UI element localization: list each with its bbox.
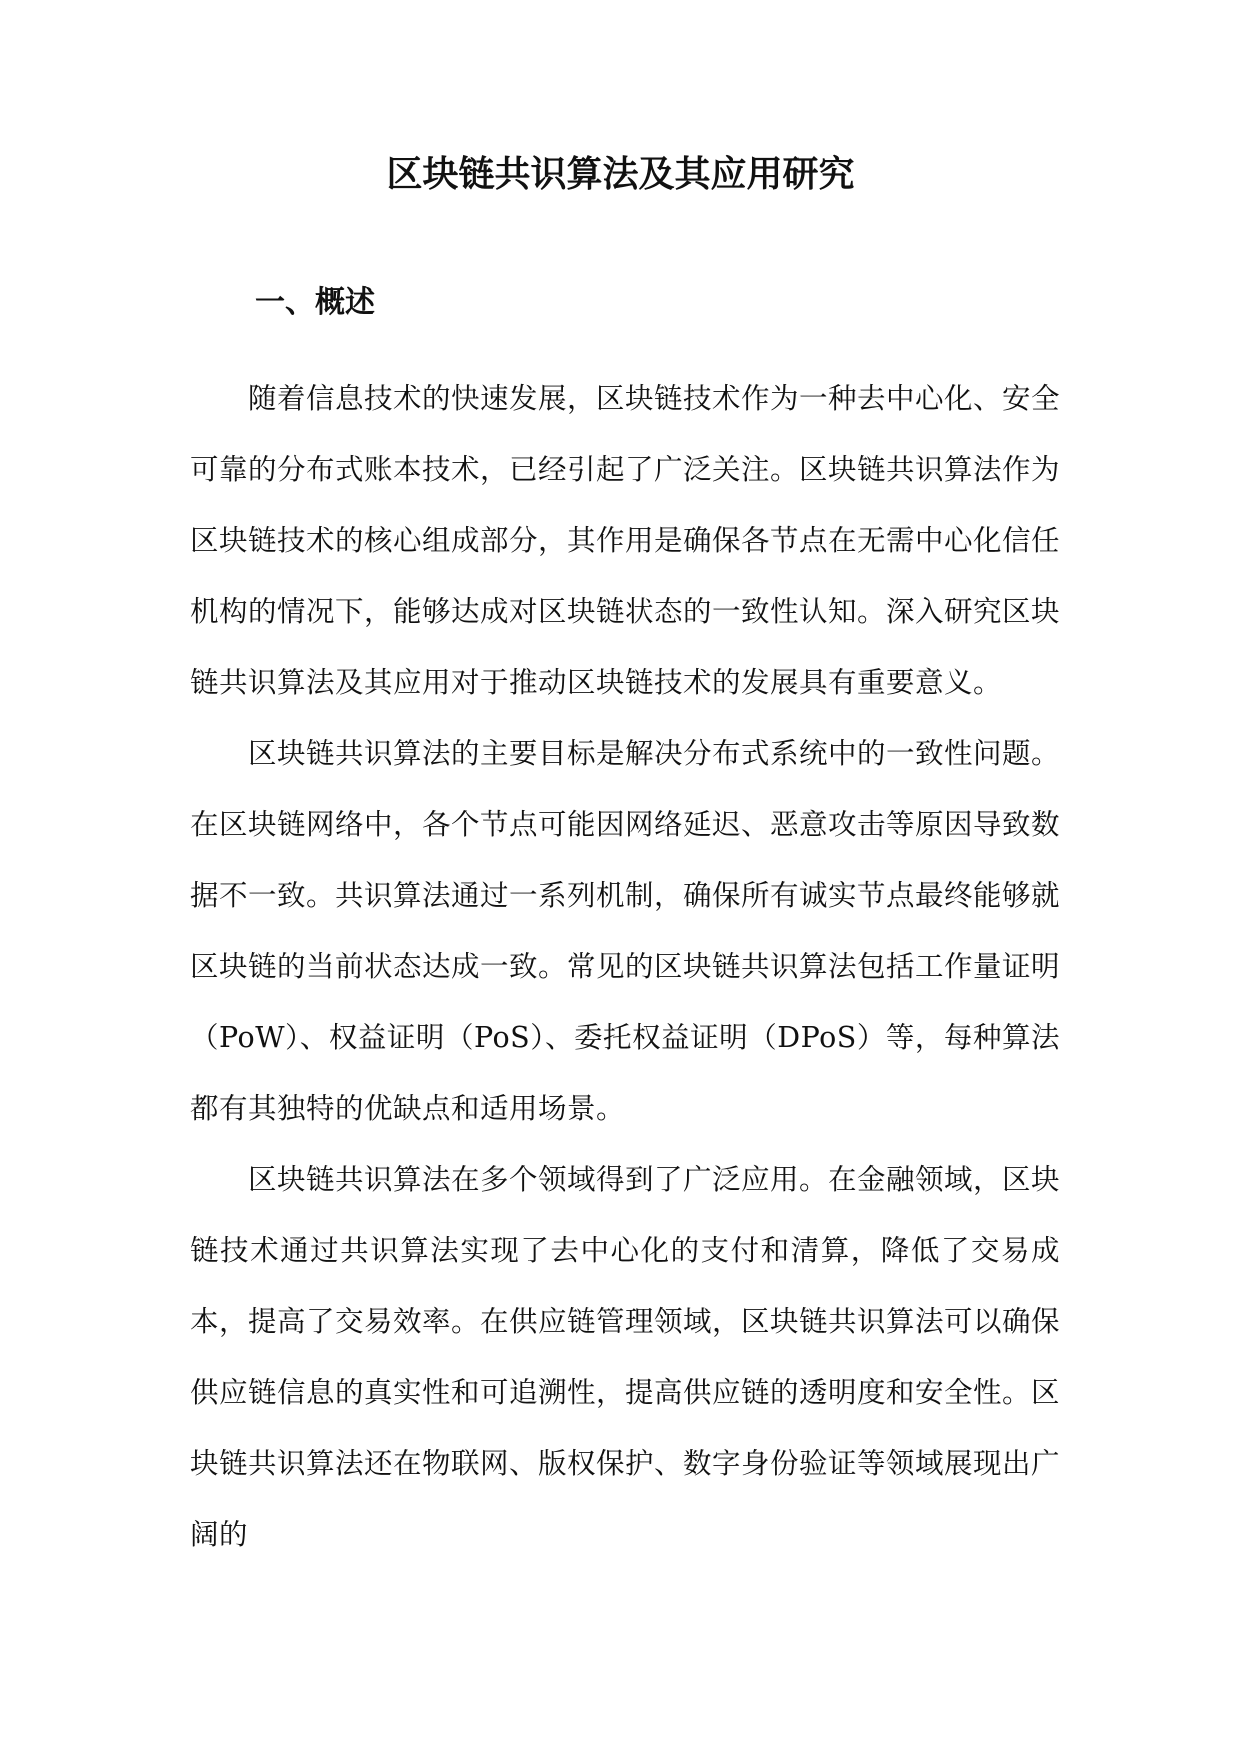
section-heading: 一、概述 bbox=[255, 285, 375, 320]
paragraph-2: 区块链共识算法的主要目标是解决分布式系统中的一致性问题。在区块链网络中，各个节点可能因网络延迟、恶意攻击等原因导致数据不一致。共识算法通过一系列机制，确保所有诚实节点最终能够就区块链的当前状态达成一致。常见的区块链共识算法包括工作量证明（PoW）、权益证明（PoS）、委托权益证明（DPoS）等，每种算法都有其独特的优缺点和适用场景。 bbox=[190, 737, 1061, 1125]
body-text bbox=[190, 363, 1060, 1570]
paragraph-1: 随着信息技术的快速发展，区块链技术作为一种去中心化、安全可靠的分布式账本技术，已经引起了广泛关注。区块链共识算法作为区块链技术的核心组成部分，其作用是确保各节点在无需中心化信任机构的情况下，能够达成对区块链状态的一致性认知。深入研究区块链共识算法及其应用对于推动区块链技术的发展具有重要意义。 bbox=[190, 382, 1061, 699]
document-title: 区块链共识算法及其应用研究 bbox=[386, 154, 855, 195]
paragraph-3: 区块链共识算法在多个领域得到了广泛应用。在金融领域，区块链技术通过共识算法实现了去中心化的支付和清算，降低了交易成本，提高了交易效率。在供应链管理领域，区块链共识算法可以确保供应链信息的真实性和可追溯性，提高供应链的透明度和安全性。区块链共识算法还在物联网、版权保护、数字身份验证等领域展现出广阔的 bbox=[190, 1163, 1061, 1551]
